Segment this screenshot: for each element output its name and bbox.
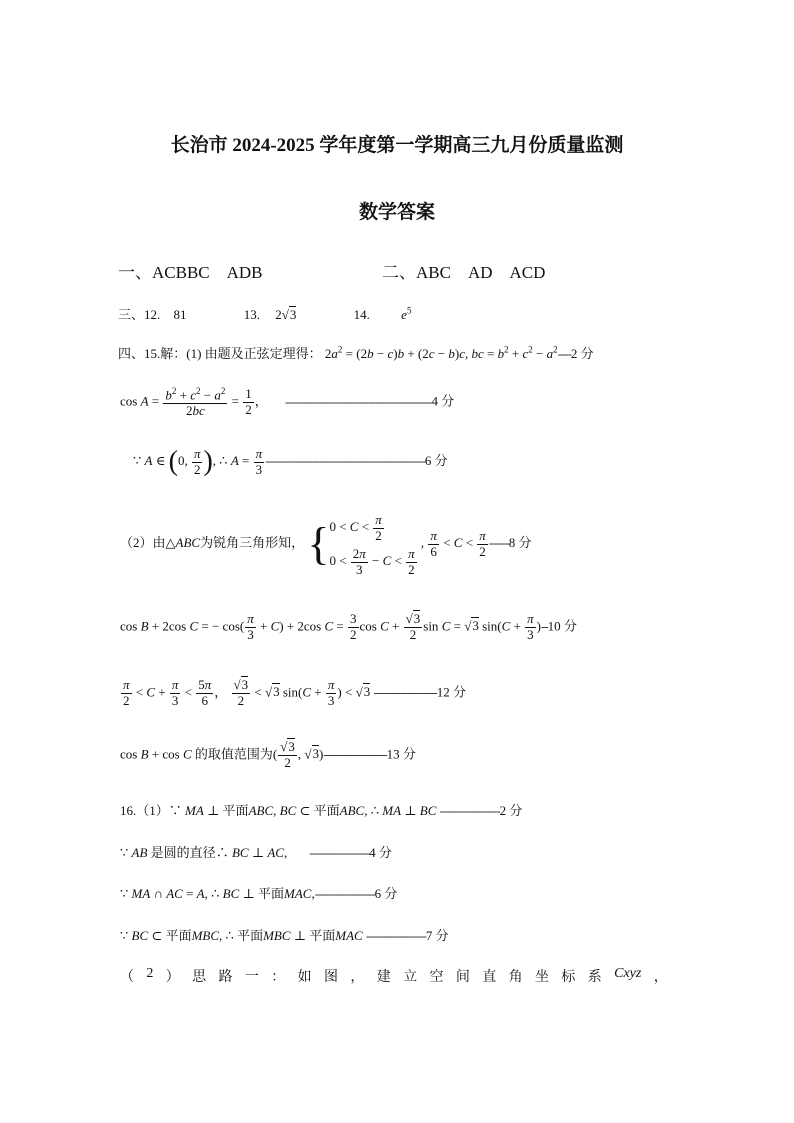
part2-comma: ， bbox=[653, 970, 668, 985]
q16-line-3: ∵ MA ∩ AC = A, ∴ BC ⊥ 平面MAC,------------------6 分 bbox=[120, 886, 398, 901]
section-one-answers: ACBBC ADB bbox=[152, 263, 263, 282]
section-two-label: 二、 bbox=[382, 263, 416, 282]
plane-text: 平面 bbox=[258, 886, 285, 901]
part2-char: ： bbox=[271, 970, 286, 985]
q16-score-2: 4 分 bbox=[369, 845, 392, 860]
q13-label: 13. bbox=[243, 307, 261, 322]
q15-line-5: cos B + 2cos C = − cos( $\frac{\pi}{3}$ + C) + 2cos C = $\frac{3}{2}$ cos C + $\frac{√3}{2}$ sin C = √3 sin(C + $\frac{\pi}{3}$ )--10 分 bbox=[120, 611, 577, 642]
section-two-answers: ABC AD ACD bbox=[416, 263, 546, 282]
q15-line-6: $\frac{\pi}{2}$ < C + $\frac{\pi}{3}$ < $\frac{5\pi}{6}$ ， $\frac{√3}{2}$ < √3 sin(C + $\frac{\pi}{3}$ ) < √3 -------------------12 分 bbox=[123, 677, 466, 708]
section-three bbox=[118, 304, 411, 323]
q15-eq1: $2a^2 = (2b - c)b + (2c - b)c$, bc = $b^2 + c^2 - a^2$ bbox=[324, 344, 558, 361]
section-two bbox=[382, 258, 545, 283]
q16-score-3: 6 分 bbox=[374, 886, 398, 901]
q15-score-4: 8 分 bbox=[508, 534, 532, 550]
part2-char: 空 bbox=[429, 970, 444, 985]
plane-text: 平面 bbox=[165, 928, 192, 943]
part2-char: 角 bbox=[508, 970, 523, 985]
q12-answer: 81 bbox=[173, 307, 187, 322]
q15-line-4: （2）由△ABC为锐角三角形知， { 0 < C < $\frac{\pi}{2}$ 0 < $\frac{2\pi}{3}$ − C < $\frac{\pi}{2}$ , $\frac{\pi}{6}$ < C < $\frac{\pi}{2}$ ------8 分 bbox=[120, 511, 532, 577]
part2-char: 间 bbox=[455, 970, 470, 985]
q16-line-1: 16.（1）∵ MA ⊥ 平面ABC, BC ⊂ 平面ABC, ∴ MA ⊥ BC ------------------2 分 bbox=[120, 803, 523, 818]
part2-char: 路 bbox=[218, 970, 233, 985]
q15-score-1: 2 分 bbox=[570, 346, 594, 361]
q15-score-7: 13 分 bbox=[386, 746, 416, 762]
page-subtitle: 数学答案 bbox=[358, 202, 435, 223]
q15-score-6: 12 分 bbox=[436, 684, 466, 700]
q15-part2-text: 为锐角三角形知， bbox=[200, 534, 305, 550]
q15-intro: 四、15.解：(1) 由题及正弦定理得： bbox=[118, 346, 322, 361]
q13-answer: 2√3 bbox=[275, 307, 297, 322]
q12-label: 三、12. bbox=[118, 307, 161, 322]
part2-char: 2 bbox=[146, 966, 154, 981]
coord-system: Cxyz bbox=[614, 966, 642, 981]
q15-score-5: 10 分 bbox=[547, 618, 577, 634]
q15-line-7: cos B + cos C 的取值范围为( $\frac{√3}{2}$ , √3)-------------------13 分 bbox=[120, 739, 416, 770]
q16-line-2: ∵ AB 是圆的直径∴ BC ⊥ AC, ------------------4 分 bbox=[120, 845, 392, 860]
part2-char: 一 bbox=[244, 970, 259, 985]
part2-char: 如 bbox=[297, 970, 312, 985]
q16-line-4: ∵ BC ⊂ 平面MBC, ∴ 平面MBC ⊥ 平面MAC ------------------7 分 bbox=[120, 928, 449, 943]
q14-answer: $e^5$ bbox=[401, 305, 412, 322]
part2-char: ， bbox=[350, 970, 365, 985]
q16-circle-text: 是圆的直径 bbox=[150, 845, 216, 860]
part2-char: 坐 bbox=[535, 970, 549, 985]
q15-line-1: 四、15.解：(1) 由题及正弦定理得： $2a^2 = (2b - c)b + (2c - b)c$, bc = $b^2 + c^2 - a^2----2$ 分 bbox=[118, 344, 594, 361]
q15-range-text: 的取值范围为 bbox=[194, 746, 273, 762]
part2-char: 标 bbox=[561, 970, 576, 985]
part2-char: 思 bbox=[192, 970, 207, 985]
plane-text: 平面 bbox=[309, 928, 336, 943]
q16-score-1: 2 分 bbox=[499, 803, 523, 818]
part2-char: ） bbox=[165, 970, 180, 985]
plane-text: 平面 bbox=[313, 803, 340, 818]
part2-char: 建 bbox=[376, 970, 391, 985]
q15-line-2: cos A = $\frac{b^2 + c^2 - a^2}{2bc}$ = $\frac{1}{2}$ ， --------------------------------------------4 分 bbox=[120, 386, 455, 419]
part2-char: 直 bbox=[482, 970, 497, 985]
plane-text: 平面 bbox=[237, 928, 264, 943]
q16-label: 16.（1） bbox=[120, 803, 169, 818]
part2-char: 图 bbox=[324, 970, 338, 985]
q15-score-3: 6 分 bbox=[424, 452, 448, 468]
q15-line-3: ∵ A ∈ (0, $\frac{\pi}{2}$ ), ∴ A = $\frac{\pi}{3}$ ------------------------------------------------6 分 bbox=[133, 445, 448, 477]
q15-part2-intro: （2）由 bbox=[120, 534, 166, 550]
q16-line-5 bbox=[120, 966, 668, 986]
part2-char: 系 bbox=[587, 970, 602, 985]
q14-label: 14. bbox=[353, 307, 370, 322]
part2-char: （ bbox=[120, 970, 134, 985]
q16-score-4: 7 分 bbox=[425, 928, 449, 943]
section-one-label: 一、 bbox=[118, 263, 152, 282]
section-one bbox=[118, 258, 263, 283]
plane-text: 平面 bbox=[222, 803, 249, 818]
part2-char: 立 bbox=[403, 970, 418, 985]
q15-score-2: 4 分 bbox=[431, 393, 455, 409]
page-title: 长治市 2024-2025 学年度第一学期高三九月份质量监测 bbox=[170, 135, 624, 156]
